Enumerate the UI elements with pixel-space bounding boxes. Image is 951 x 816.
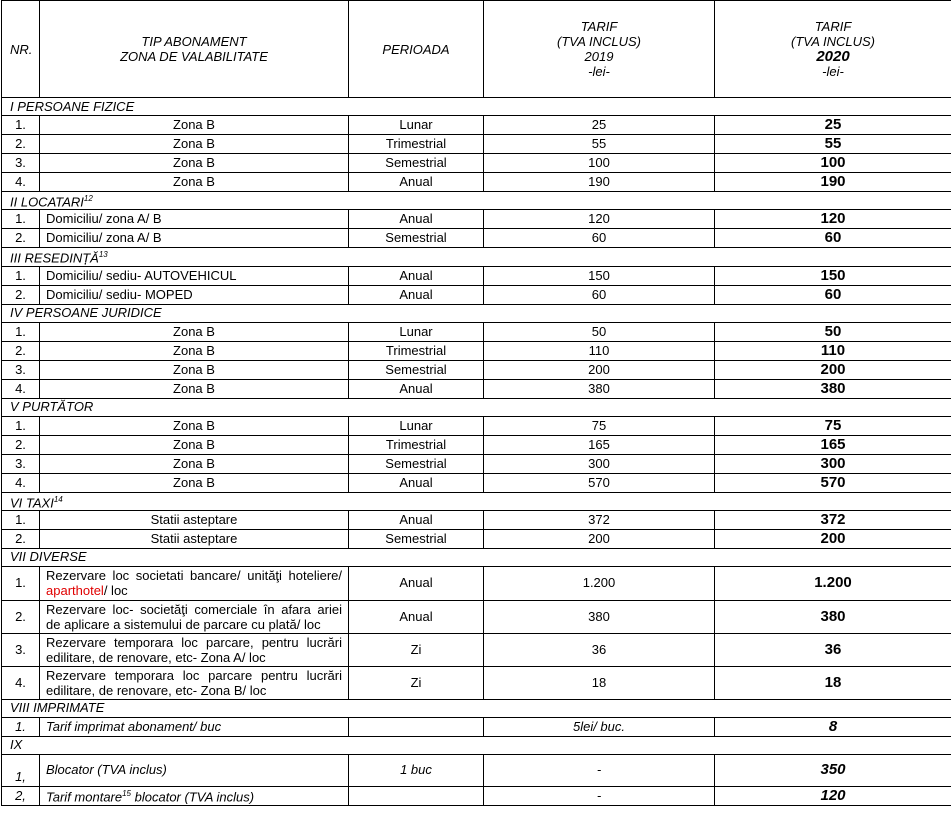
row-type-highlight: aparthotel xyxy=(46,583,104,599)
table-row xyxy=(2,266,951,285)
row-tarif-2019: 372 xyxy=(484,510,715,529)
section-title-text: II LOCATARI xyxy=(10,194,84,210)
table-row xyxy=(2,285,951,304)
row-nr: 1. xyxy=(2,266,40,285)
row-tarif-2020: 200 xyxy=(715,360,951,379)
row-period: Anual xyxy=(349,600,484,633)
row-type: Domiciliu/ zona A/ B xyxy=(40,210,349,229)
section-title-text: IX xyxy=(10,737,23,753)
row-type: Domiciliu/ sediu- MOPED xyxy=(40,285,349,304)
section-row xyxy=(2,398,951,416)
row-nr: 4. xyxy=(2,173,40,192)
row-nr: 4. xyxy=(2,666,40,699)
table-row xyxy=(2,566,951,600)
row-tarif-2020: 120 xyxy=(715,210,951,229)
row-tarif-2019: 570 xyxy=(484,473,715,492)
row-nr: 1. xyxy=(2,416,40,435)
table-row xyxy=(2,341,951,360)
row-period xyxy=(349,786,484,805)
table-row xyxy=(2,210,951,229)
table-row xyxy=(2,600,951,633)
row-type: Zona B xyxy=(40,173,349,192)
row-nr: 3. xyxy=(2,154,40,173)
row-nr: 2. xyxy=(2,341,40,360)
section-title-text: VII DIVERSE xyxy=(10,549,87,565)
row-type: Blocator (TVA inclus) xyxy=(40,754,349,786)
header-2020-year: 2020 xyxy=(816,48,850,65)
row-tarif-2019: - xyxy=(484,754,715,786)
row-nr: 4. xyxy=(2,379,40,398)
section-title xyxy=(2,304,951,322)
row-tarif-2020: 36 xyxy=(715,633,951,666)
row-tarif-2019: 165 xyxy=(484,435,715,454)
row-period: Anual xyxy=(349,379,484,398)
table-row xyxy=(2,454,951,473)
row-tarif-2019: 110 xyxy=(484,341,715,360)
row-period: Semestrial xyxy=(349,154,484,173)
row-period: Zi xyxy=(349,666,484,699)
row-nr: 1. xyxy=(2,510,40,529)
table-row xyxy=(2,754,951,786)
row-period: 1 buc xyxy=(349,754,484,786)
header-2019-unit: -lei- xyxy=(588,64,610,79)
table-row xyxy=(2,416,951,435)
row-type xyxy=(40,786,349,805)
section-row xyxy=(2,699,951,717)
footnote-ref: 13 xyxy=(98,250,108,260)
table-row xyxy=(2,173,951,192)
row-tarif-2019: 36 xyxy=(484,633,715,666)
section-row xyxy=(2,548,951,566)
row-type-text-end: / loc xyxy=(103,583,128,599)
row-tarif-2019: 60 xyxy=(484,229,715,248)
row-nr: 3. xyxy=(2,360,40,379)
row-tarif-2020: 165 xyxy=(715,435,951,454)
header-row xyxy=(2,1,951,98)
row-tarif-2019: 55 xyxy=(484,135,715,154)
row-tarif-2020: 25 xyxy=(715,116,951,135)
row-period: Anual xyxy=(349,266,484,285)
row-period: Semestrial xyxy=(349,454,484,473)
row-period: Lunar xyxy=(349,322,484,341)
row-period: Anual xyxy=(349,566,484,600)
row-period: Trimestrial xyxy=(349,435,484,454)
row-tarif-2019: 75 xyxy=(484,416,715,435)
row-nr: 1. xyxy=(2,717,40,736)
row-tarif-2019: 200 xyxy=(484,360,715,379)
header-2020-l2: (TVA INCLUS) xyxy=(790,34,876,49)
row-type: Zona B xyxy=(40,416,349,435)
row-nr: 2. xyxy=(2,285,40,304)
row-tarif-2020: 350 xyxy=(715,754,951,786)
row-tarif-2020: 8 xyxy=(715,717,951,736)
table-row xyxy=(2,666,951,699)
section-title xyxy=(2,492,951,510)
section-row xyxy=(2,98,951,116)
row-tarif-2020: 300 xyxy=(715,454,951,473)
row-tarif-2019: 25 xyxy=(484,116,715,135)
row-type: Zona B xyxy=(40,454,349,473)
row-tarif-2020: 50 xyxy=(715,322,951,341)
header-type xyxy=(40,1,349,98)
row-type: Zona B xyxy=(40,116,349,135)
row-nr: 3. xyxy=(2,454,40,473)
section-row xyxy=(2,248,951,266)
row-period xyxy=(349,717,484,736)
row-tarif-2020: 200 xyxy=(715,529,951,548)
row-nr: 1. xyxy=(2,210,40,229)
row-tarif-2019: 190 xyxy=(484,173,715,192)
header-2019-l2: (TVA INCLUS) xyxy=(556,34,642,49)
header-2020-l1: TARIF xyxy=(814,19,852,34)
table-row xyxy=(2,786,951,805)
row-period: Anual xyxy=(349,210,484,229)
row-period: Lunar xyxy=(349,416,484,435)
section-title xyxy=(2,248,951,266)
row-period: Anual xyxy=(349,173,484,192)
header-2020-unit: -lei- xyxy=(822,64,844,79)
row-tarif-2020: 372 xyxy=(715,510,951,529)
row-nr: 1. xyxy=(2,116,40,135)
table-row xyxy=(2,135,951,154)
row-type: Rezervare temporara loc parcare, pentru lucrări edilitare, de renovare, etc- Zona A/ loc xyxy=(40,633,349,666)
row-tarif-2020: 60 xyxy=(715,229,951,248)
section-title-text: VIII IMPRIMATE xyxy=(10,700,105,716)
row-nr: 2. xyxy=(2,135,40,154)
footnote-ref: 14 xyxy=(53,494,63,504)
row-tarif-2020: 380 xyxy=(715,600,951,633)
row-tarif-2020: 1.200 xyxy=(715,566,951,600)
row-type: Zona B xyxy=(40,135,349,154)
section-row xyxy=(2,492,951,510)
row-tarif-2019: 18 xyxy=(484,666,715,699)
row-nr: 3. xyxy=(2,633,40,666)
header-nr: NR. xyxy=(2,1,40,98)
row-period: Anual xyxy=(349,510,484,529)
row-tarif-2019: 100 xyxy=(484,154,715,173)
row-type: Rezervare temporara loc parcare pentru lucrări edilitare, de renovare, etc- Zona B/ loc xyxy=(40,666,349,699)
header-type-line1: TIP ABONAMENT xyxy=(141,34,247,49)
row-type: Zona B xyxy=(40,322,349,341)
row-type xyxy=(40,566,349,600)
row-nr: 2. xyxy=(2,600,40,633)
section-title xyxy=(2,699,951,717)
row-type-text-end: blocator (TVA inclus) xyxy=(131,789,255,805)
section-title xyxy=(2,98,951,116)
section-title-text: I PERSOANE FIZICE xyxy=(10,98,135,114)
section-title-text: III RESEDINȚĂ xyxy=(10,250,99,266)
row-nr: 1, xyxy=(2,754,40,786)
table-row xyxy=(2,717,951,736)
table-row xyxy=(2,510,951,529)
row-period: Semestrial xyxy=(349,360,484,379)
header-tarif-2020 xyxy=(715,1,951,98)
row-period: Lunar xyxy=(349,116,484,135)
header-tarif-2019 xyxy=(484,1,715,98)
row-tarif-2020: 55 xyxy=(715,135,951,154)
row-tarif-2020: 570 xyxy=(715,473,951,492)
row-period: Anual xyxy=(349,473,484,492)
row-tarif-2020: 100 xyxy=(715,154,951,173)
row-tarif-2020: 75 xyxy=(715,416,951,435)
section-title-text: V PURTĂTOR xyxy=(10,399,94,415)
row-period: Zi xyxy=(349,633,484,666)
row-type: Zona B xyxy=(40,341,349,360)
row-period: Semestrial xyxy=(349,229,484,248)
row-type: Zona B xyxy=(40,379,349,398)
section-title xyxy=(2,398,951,416)
row-tarif-2019: 5lei/ buc. xyxy=(484,717,715,736)
row-tarif-2020: 380 xyxy=(715,379,951,398)
row-type: Statii asteptare xyxy=(40,510,349,529)
table-row xyxy=(2,116,951,135)
table-row xyxy=(2,322,951,341)
row-tarif-2019: 150 xyxy=(484,266,715,285)
row-tarif-2019: 300 xyxy=(484,454,715,473)
row-tarif-2019: 380 xyxy=(484,600,715,633)
section-title xyxy=(2,548,951,566)
header-2019-l1: TARIF xyxy=(580,19,618,34)
footnote-ref: 12 xyxy=(83,194,93,203)
row-tarif-2019: 120 xyxy=(484,210,715,229)
table-row xyxy=(2,154,951,173)
row-tarif-2019: 60 xyxy=(484,285,715,304)
section-row xyxy=(2,304,951,322)
row-nr: 2, xyxy=(2,786,40,805)
section-title-text: VI TAXI xyxy=(10,494,54,510)
row-nr: 1. xyxy=(2,566,40,600)
row-type: Tarif imprimat abonament/ buc xyxy=(40,717,349,736)
row-nr: 2. xyxy=(2,435,40,454)
table-row xyxy=(2,379,951,398)
row-type: Zona B xyxy=(40,360,349,379)
section-title-text: IV PERSOANE JURIDICE xyxy=(10,305,162,321)
table-row xyxy=(2,633,951,666)
row-nr: 2. xyxy=(2,229,40,248)
row-tarif-2019: 380 xyxy=(484,379,715,398)
row-type: Domiciliu/ zona A/ B xyxy=(40,229,349,248)
row-type: Zona B xyxy=(40,473,349,492)
row-period: Trimestrial xyxy=(349,341,484,360)
row-type-text: Rezervare loc societati bancare/ unităţi hoteliere/ xyxy=(46,568,342,584)
section-row xyxy=(2,192,951,210)
row-tarif-2019: 200 xyxy=(484,529,715,548)
table-row xyxy=(2,360,951,379)
table-row xyxy=(2,473,951,492)
footnote-ref: 15 xyxy=(122,789,132,799)
header-period: PERIOADA xyxy=(349,1,484,98)
section-title xyxy=(2,192,951,210)
table-row xyxy=(2,529,951,548)
row-tarif-2020: 150 xyxy=(715,266,951,285)
row-type: Rezervare loc- societăţi comerciale în afara ariei de aplicare a sistemului de parcare cu plată/ loc xyxy=(40,600,349,633)
row-period: Trimestrial xyxy=(349,135,484,154)
table-row xyxy=(2,229,951,248)
row-tarif-2019: 1.200 xyxy=(484,566,715,600)
header-2019-year: 2019 xyxy=(584,49,614,64)
row-type: Zona B xyxy=(40,435,349,454)
row-tarif-2020: 110 xyxy=(715,341,951,360)
row-tarif-2019: 50 xyxy=(484,322,715,341)
table-row xyxy=(2,435,951,454)
row-type: Statii asteptare xyxy=(40,529,349,548)
section-title xyxy=(2,736,951,754)
row-period: Anual xyxy=(349,285,484,304)
row-type-text: Tarif montare xyxy=(46,789,123,805)
tariff-table xyxy=(1,0,951,806)
row-type: Domiciliu/ sediu- AUTOVEHICUL xyxy=(40,266,349,285)
row-tarif-2020: 60 xyxy=(715,285,951,304)
section-row xyxy=(2,736,951,754)
row-tarif-2019: - xyxy=(484,786,715,805)
row-tarif-2020: 120 xyxy=(715,786,951,805)
row-type: Zona B xyxy=(40,154,349,173)
row-tarif-2020: 18 xyxy=(715,666,951,699)
row-tarif-2020: 190 xyxy=(715,173,951,192)
row-nr: 4. xyxy=(2,473,40,492)
row-nr: 2. xyxy=(2,529,40,548)
row-nr: 1. xyxy=(2,322,40,341)
row-period: Semestrial xyxy=(349,529,484,548)
header-type-line2: ZONA DE VALABILITATE xyxy=(120,49,268,64)
